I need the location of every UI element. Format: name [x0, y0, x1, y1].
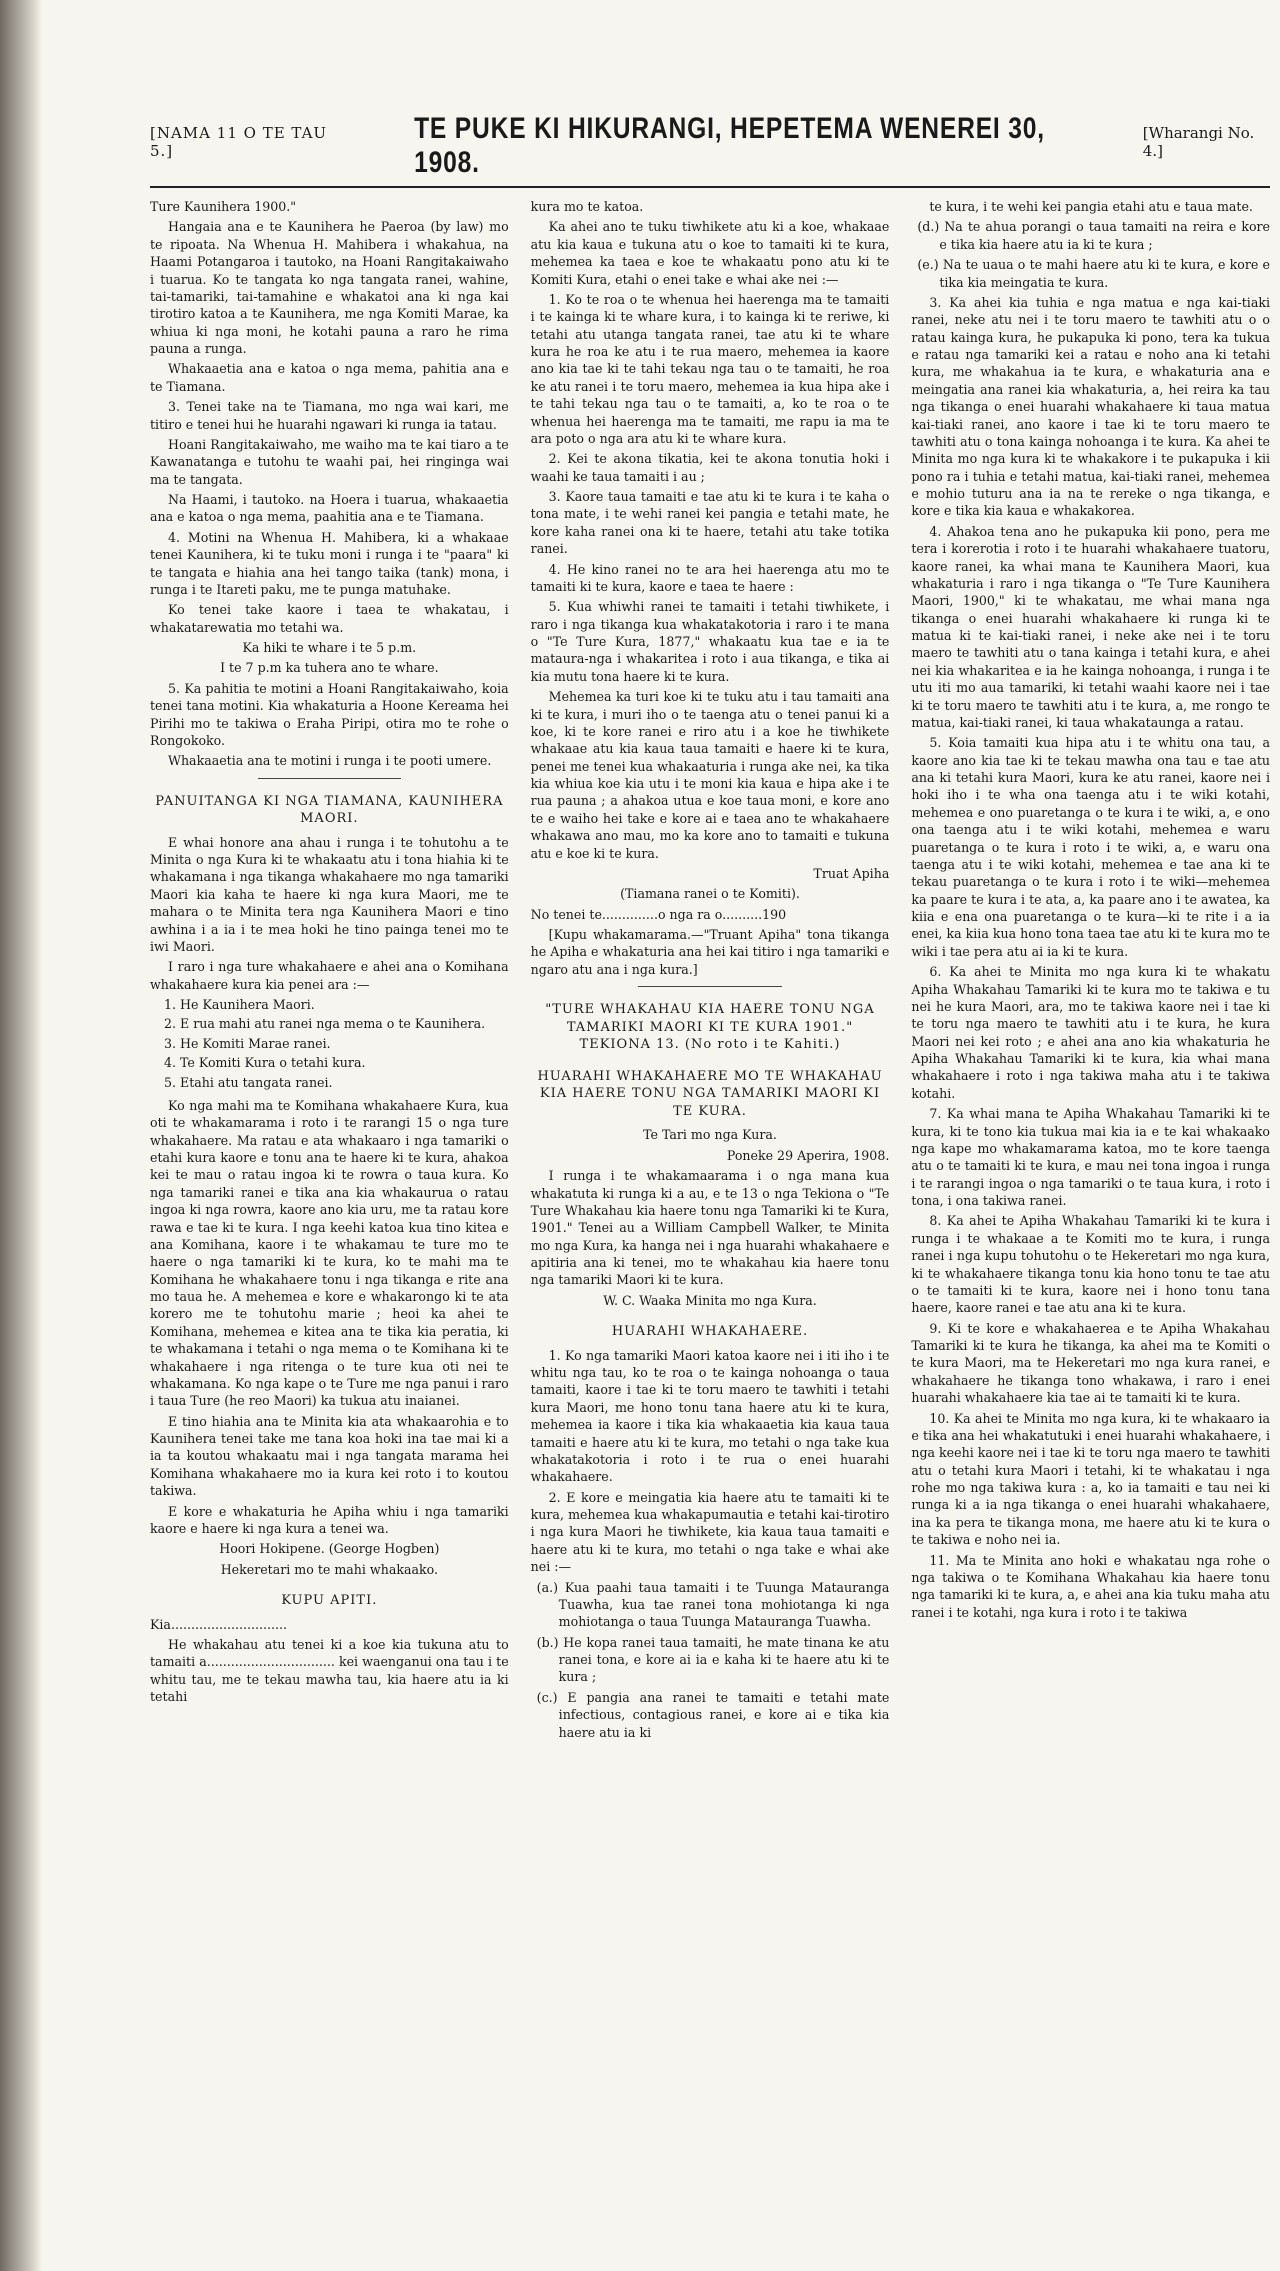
newspaper-title: TE PUKE KI HIKURANGI, HEPETEMA WENEREI 30, 1908. [414, 112, 1045, 179]
section-heading: KUPU APITI. [281, 1593, 378, 1609]
paragraph: 9. Ki te kore e whakahaerea e te Apiha Whakahau Tamariki ki te kura he tikanga, ka ahei ma te Komiti o te kura Maori, ma te Hekeretari mo nga kura ranei, e whakahaere he tikanga tono whakawa, i raro i enei huarahi whakahaere kia tae ai te tamaiti ki te kura. [911, 1320, 1270, 1406]
paragraph: 5. Koia tamaiti kua hipa atu i te whitu ona tau, a kaore ano kia tae ki te tekau mawha ona tau e tae atu ana ki tetahi kura Maori, kura ke atu ranei, kaore nei i hoki iho i te wha ona taenga atu i te wiki kotahi, mehemea e ono puaretanga o te kura i te wiki, a, e ono ona taenga atu i te wiki kotahi, mehemea e waru puaretanga o te kura i roto i te wiki, a, e waru ona taenga atu i te wiki kotahi, mehemea e tae ana ki te tekau puaretanga o te kura i roto i te wiki—mehemea ka paare te kura i te ata, a, ka paare ano i te awatea, ka kiia e ena ona puaretanga o te kura—ki te rite i a ia enei, ka kiia kua hono tona taea tae atu ki te kura mo te wiki i tae pera atu ai ia ki te kura. [911, 735, 1270, 959]
paragraph: E tino hiahia ana te Minita kia ata whakaarohia e to Kaunihera tenei take me tana koa hoki ina tae mai ki a ia ta koutou whakaatu mai i nga tangata marama hei Komihana whakahaere mo ia kura kei roto i to koutou takiwa. [150, 1413, 509, 1499]
signature-name: W. C. Waaka Minita mo nga Kura. [603, 1292, 817, 1308]
paragraph: Hangaia ana e te Kaunihera he Paeroa (by law) mo te ripoata. Na Whenua H. Mahibera i whakahua, na Haami Potangaroa i tautoko, na Hoani Rangitakaiwaho i tuarua. Ko te tangata ko nga tangata ranei, wahine, tai-tamariki, tai-tamahine e whakatoi ana ki nga kai tirotiro katoa a te Kaunihera, me nga Komiti Marae, ka whiua ki nga moni, he kotahi pauna a raro he rima pauna a runga. [150, 219, 509, 356]
masthead [150, 112, 1270, 188]
page-number: [Wharangi No. 4.] [1142, 124, 1255, 160]
list-item: (d.) Na te ahua porangi o taua tamaiti na reira e kore e tika kia haere atu ia ki te kura ; [917, 219, 1270, 252]
paragraph: [Kupu whakamarama.—"Truant Apiha" tona tikanga he Apiha e whakaturia ana hei kai titiro i nga tamariki e ngaro atu ana i nga kura.] [530, 927, 890, 977]
list-item: (a.) Kua paahi taua tamaiti i te Tuunga Matauranga Tuawha, kua tae ranei tona mohiotanga ki nga mohiotanga o taua Tuunga Matauranga Tuawha. [536, 1579, 890, 1630]
signature-name: Truat Apiha [813, 865, 890, 881]
list-item: 3. He Komiti Marae ranei. [180, 1035, 509, 1052]
list-item: 1. He Kaunihera Maori. [180, 996, 509, 1013]
paragraph: Te Tari mo nga Kura. [643, 1127, 777, 1143]
paragraph: 5. Ka pahitia te motini a Hoani Rangitakaiwaho, koia tenei tana motini. Kia whakaturia a Hoone Kereama hei Pirihi mo te takiwa o Eraha Piripi, otira mo te rohe o Rongokoko. [150, 680, 509, 748]
paragraph: Whakaaetia ana te motini i runga i te pooti umere. [168, 753, 492, 769]
paragraph: Ture Kaunihera 1900." [150, 199, 297, 214]
paragraph: Whakaaetia ana e katoa o nga mema, pahitia ana e te Tiamana. [150, 361, 509, 394]
paragraph: Hoani Rangitakaiwaho, me waiho ma te kai tiaro a te Kawanatanga e tutohu te waahi pai, hei ringinga wai ma te tangata. [150, 436, 509, 487]
issue-number: [NAMA 11 O TE TAU 5.] [150, 124, 328, 160]
paragraph: Ko nga mahi ma te Komihana whakahaere Kura, kua oti te whakamarama i roto i te rarangi 15 o nga ture whakahaere. Ma ratau e ata whakaaro i nga tamariki o etahi kura kaore e tonu ana te haere ki te kura, ahakoa kei te mau o ratau ingoa ki te rowra o taua kura. Ko nga tamariki ranei e tika ana kia whakaurua o ratau ingoa ki nga rowra, kaore ano kia uru, me ta ratau kore rawa e tae ki te kura. I nga keehi katoa kua tino kitea e ana Komihana, kaore i te whakamau te ture mo te haere o nga tamariki ki te kura, ko te mahi ma te Komihana he whakahaere tonu i nga tikanga e rite ana mo taua he. A mehemea e kore e whakarongo ki te ata korero me te tohutohu marie ; heoi ka ahei te Komihana, mehemea e kitea ana te tika kia peratia, ki te whakamana i tetahi o nga mema o te Komihana ki te whakahaere i nga ritenga o te ture kua oti nei te whakamana. Ko nga kape o te Ture me nga panui i raro i taua Ture (he reo Maori) ka tukua atu inaianei. [150, 1097, 509, 1409]
article-columns [150, 198, 1270, 1744]
paragraph: I te 7 p.m ka tuhera ano te whare. [220, 660, 439, 676]
paragraph: 4. Ahakoa tena ano he pukapuka kii pono, pera me tera i korerotia i roto i te huarahi whakahaere tuatoru, kaore ranei, ka whai mana te Kaunihera Maori, kua whakaturia i raro i nga tikanga o "Te Ture Kaunihera Maori, 1900," ki te whakatau, me whai mana nga tikanga o enei huarahi whakahaere ki runga ki te matua ki te kai-tiaki ranei, i neke ake nei i te toru maero te tawhiti atu o tana kainga i tetahi kura, e ahei nei kia whakaritea e ia he kainga nohoanga, i runga i te utu iti mo aua tamariki, ki tetahi waahi kaore nei i tae ki te toru maero te tawhiti atu i te kura, a, me rongo te matua, kai-tiaki ranei, ki taua whakataunga a ratau. [911, 523, 1270, 730]
list-item: (c.) E pangia ana ranei te tamaiti e tetahi mate infectious, contagious ranei, e kore ai e tika kia haere atu ia ki [536, 1689, 890, 1740]
paragraph: 4. Motini na Whenua H. Mahibera, ki a whakaae tenei Kaunihera, ki te tuku moni i runga i te "paara" ki te tangata e hiahia ana hei tango taika (tank) mona, i runga i te Itareti paku, me te punga matuhake. [150, 529, 509, 597]
paragraph: I runga i te whakamaarama i o nga mana kua whakatuta ki runga ki a au, e te 13 o nga Tekiona o "Te Ture Whakahau kia haere tonu nga Tamariki ki te Kura, 1901." Tenei au a William Campbell Walker, te Minita mo nga Kura, ka hanga nei i nga huarahi whakahaere e apitiria ana ki tenei, mo te whakahau kia haere tonu nga tamariki Maori ki te kura. [530, 1168, 890, 1288]
paragraph: 7. Ka whai mana te Apiha Whakahau Tamariki ki te kura, ki te tono kia tukua mai kia ia e te kai whakaako nga kape mo whakamarama katoa, mo te kore taenga atu o te tamaiti ki te kura, e mau nei tona ingoa i runga i te rarangi ingoa o nga tamariki o te taua kura, i roto i tona, i ona takiwa ranei. [911, 1106, 1270, 1208]
paragraph: 3. Tenei take na te Tiamana, mo nga wai kari, me titiro e tenei hui he huarahi ngawari ki runga ia tatau. [150, 399, 509, 432]
paragraph: 5. Kua whiwhi ranei te tamaiti i tetahi tiwhikete, i raro i nga tikanga kua whakatakotoria i raro i te mana o "Te Ture Kura, 1877," whakaatu kua tae e ia te mataura-nga i whakaritea i roto i aua tikanga, e tika ai kia mutu tona haere ki te kura. [530, 599, 890, 684]
paragraph: No tenei te..............o nga ra o..........190 [530, 906, 787, 922]
paragraph: te kura, i te wehi kei pangia etahi atu e taua mate. [929, 199, 1253, 214]
section-heading: "TURE WHAKAHAU KIA HAERE TONU NGA TAMARIKI MAORI KI TE KURA 1901." TEKIONA 13. (No roto i te Kahiti.) [545, 1002, 875, 1053]
paragraph: Na Haami, i tautoko. na Hoera i tuarua, whakaaetia ana e katoa o nga mema, paahitia ana e te Tiamana. [150, 492, 509, 525]
list-item: (e.) Na te uaua o te mahi haere atu ki te kura, e kore e tika kia meingatia te kura. [917, 257, 1270, 290]
signature-title: Hekeretari mo te mahi whakaako. [220, 1561, 438, 1577]
paragraph: kura mo te katoa. [530, 199, 644, 214]
member-list [150, 996, 509, 1091]
paragraph: 3. Kaore taua tamaiti e tae atu ki te kura i te kaha o tona mate, i te wehi ranei kei pangia e tetahi mate, he kore kaha ranei ona ki te haere, tetahi atu take totika ranei. [530, 489, 890, 557]
paragraph: Kia............................. [150, 1616, 288, 1632]
list-item: 2. E rua mahi atu ranei nga mema o te Kaunihera. [180, 1015, 509, 1032]
paragraph: 1. Ko te roa o te whenua hei haerenga ma te tamaiti i te kainga ki te whare kura, i to kainga ki te reriwe, ki tetahi atu utanga tangata ranei, tae atu ki te whare kura he roa ke atu i te rua maero, mehemea ia kaore ano kia tae ki te tahi tekau nga tau o te tamaiti, he roa ke atu ranei i te toru maero, mehemea ia kua hipa ake i te tahi tekau nga tau o te tamaiti, a, ko te roa o te whenua hei haerenga ma te tamaiti, me rapu ia ma te ara poto o nga ara atu ki te whare kura. [530, 291, 890, 446]
paragraph: 1. Ko nga tamariki Maori katoa kaore nei i iti iho i te whitu nga tau, ko te roa o te kainga nohoanga o taua tamaiti, kaore i tae ki te toru maero te tawhiti i tetahi kura Maori, me hono tonu tana haere atu ki te kura, mehemea ia kaore i tika kia whakaaetia kia kaua taua tamaiti e haere atu ki te kura, mo tetahi o nga take kua whakatakotoria i roto i te rua o enei huarahi whakahaere. [530, 1347, 890, 1485]
paragraph: 4. He kino ranei no te ara hei haerenga atu mo te tamaiti ki te kura, kaore e taea te haere : [530, 561, 890, 594]
list-item: 5. Etahi atu tangata ranei. [180, 1074, 509, 1091]
section-subheading: HUARAHI WHAKAHAERE. [611, 1324, 809, 1340]
newspaper-page [150, 112, 1270, 2232]
paragraph: 6. Ka ahei te Minita mo nga kura ki te whakatu Apiha Whakahau Tamariki ki te kura mo te takiwa e tu nei he kura Maori, ara, mo te takiwa kaore nei i tae ki te toru nga maero te tawhiti atu i te kura, he kura Maori nei kei roto ; e ahei ana ano kia whakaturia he Apiha Whakahau Tamariki ki te kura, kia whai mana whakahaere i roto i nga takiwa maha atu i te takiwa kotahi. [911, 964, 1270, 1101]
paragraph: 8. Ka ahei te Apiha Whakahau Tamariki ki te kura i runga i te whakaae a te Komiti mo te kura, i runga ranei i nga kupu tohutohu o te Hekeretari mo nga kura, ki te whakahaere tikanga tonu kia hono tonu te tae atu o te tamaiti ki te kura, kaore nei i hono tonu tana haere, kaore ranei e tae atu ana ki te kura. [911, 1213, 1270, 1316]
paragraph: 2. Kei te akona tikatia, kei te akona tonutia hoki i waahi ke taua tamaiti i au ; [530, 451, 890, 484]
paragraph: Ko tenei take kaore i taea te whakatau, i whakatarewatia mo tetahi wa. [150, 602, 509, 635]
divider [638, 986, 781, 987]
dateline: Poneke 29 Aperira, 1908. [726, 1147, 890, 1163]
paragraph: E whai honore ana ahau i runga i te tohutohu a te Minita o nga Kura ki te whakaatu atu i tona hiahia ki te whakamana i nga tikanga whakahaere mo nga tamariki Maori kia kaha te haere ki nga kura Maori, me te mahara o te Minita tera nga Kaunihera Maori e tino awhina i a ia i te mea hoki he tino painga tenei mo te iwi Maori. [150, 834, 509, 954]
paragraph: 2. E kore e meingatia kia haere atu te tamaiti ki te kura, mehemea kua whakapumautia e tetahi kai-tirotiro i nga kura Maori he tiwhikete, kia kaua taua tamaiti e haere atu ki te kura, mo tetahi o nga take e whai ake nei :— [530, 1489, 890, 1575]
page-binding-edge [0, 0, 42, 2271]
paragraph: 3. Ka ahei kia tuhia e nga matua e nga kai-tiaki ranei, neke atu nei i te toru maero te tawhiti atu o o ratau kainga kura, he pukapuka ki pono, tera ka tukua e ratau nga tamariki kei a ratau e noho ana ki tetahi kura, me whakahua ia te kura, e whakaturia ana e meingatia ana ranei kia whakaturia, a, hei reira ka tau nga tikanga o enei huarahi whakahaere ki taua matua kai-tiaki ranei, ano kaore i tae ki te toru maero te tawhiti atu o tona kainga nohoanga i te kura. Ka ahei te Minita mo nga kura ki te whakakore i te pukapuka i kii pono ra i tuhia e tetahi matua, kai-tiaki ranei, mehemea e mohio tuturu ana ia na te rereke o nga tikanga, e kore e tika kia kaua e whakakorea. [911, 294, 1270, 519]
column-2 [531, 198, 890, 1744]
column-1 [150, 198, 509, 1744]
signature-name: Hoori Hokipene. (George Hogben) [219, 1541, 440, 1557]
list-item: 4. Te Komiti Kura o tetahi kura. [180, 1054, 509, 1071]
section-heading: PANUITANGA KI NGA TIAMANA, KAUNIHERA MAORI. [155, 793, 504, 827]
signature-title: (Tiamana ranei o te Komiti). [620, 886, 800, 902]
paragraph: Mehemea ka turi koe ki te tuku atu i tau tamaiti ana ki te kura, i muri iho o te taenga atu o tenei panui ki a koe, ki te kore ranei e riro atu i a koe he tiwhikete whakaae atu kia kaua taua tamaiti e haere ki te kura, penei me tenei kua whakaaturia i runga ake nei, ka tika kia whiua koe kia utu i te moni kia kaua e hipa ake i te rua pauna ; a ahakoa utua e koe taua moni, e kore ano te e waiho hei take e kore ai e taea ano te whakahaere whakawa ano mau, mo ka kore ano to tamaiti e tukuna atu e koe ki te kura. [530, 689, 890, 861]
paragraph: E kore e whakaturia he Apiha whiu i nga tamariki kaore e haere ki nga kura a tenei wa. [150, 1503, 509, 1536]
divider [258, 778, 401, 779]
section-subheading: HUARAHI WHAKAHAERE MO TE WHAKAHAU KIA HAERE TONU NGA TAMARIKI MAORI KI TE KURA. [537, 1068, 883, 1119]
paragraph: I raro i nga ture whakahaere e ahei ana o Komihana whakahaere kura kia penei ara :— [150, 959, 509, 992]
paragraph: Ka hiki te whare i te 5 p.m. [242, 640, 417, 655]
paragraph: 11. Ma te Minita ano hoki e whakatau nga rohe o nga takiwa o te Komihana Whakahau kia haere tonu nga tamariki ki te kura, a, e ahei ana kia tuku maha atu ranei i te kotahi, nga kura i roto i te takiwa [911, 1552, 1270, 1620]
list-item: (b.) He kopa ranei taua tamaiti, he mate tinana ke atu ranei tona, e kore ai ia e kaha ki te haere atu ki te kura ; [536, 1634, 890, 1685]
column-3 [911, 198, 1270, 1744]
paragraph: 10. Ka ahei te Minita mo nga kura, ki te whakaaro ia e tika ana hei whakatutuki i enei huarahi whakahaere, i nga keehi kaore nei i tae ki te toru nga maero te tawhiti atu o tetahi kura Maori i tetahi, ki te whakatau i nga rohe mo nga takiwa kura : a, ko ia tamaiti e tau nei ki runga ki a ia nga tikanga o enei huarahi whakahaere, ina ka pera te tikanga mona, me haere atu ki te kura o te takiwa e noho nei ia. [911, 1410, 1270, 1548]
paragraph: Ka ahei ano te tuku tiwhikete atu ki a koe, whakaae atu kia kaua e tukuna atu o koe to tamaiti ki te kura, mehemea ka taea e koe te whakaatu pono atu ki te Komiti Kura, etahi o enei take e whai ake nei :— [530, 219, 890, 287]
paragraph: He whakahau atu tenei ki a koe kia tukuna atu to tamaiti a................................ kei waenganui ona tau i te whitu tau, me te tekau mawha tau, kia haere atu ia ki tetahi [150, 1637, 509, 1705]
